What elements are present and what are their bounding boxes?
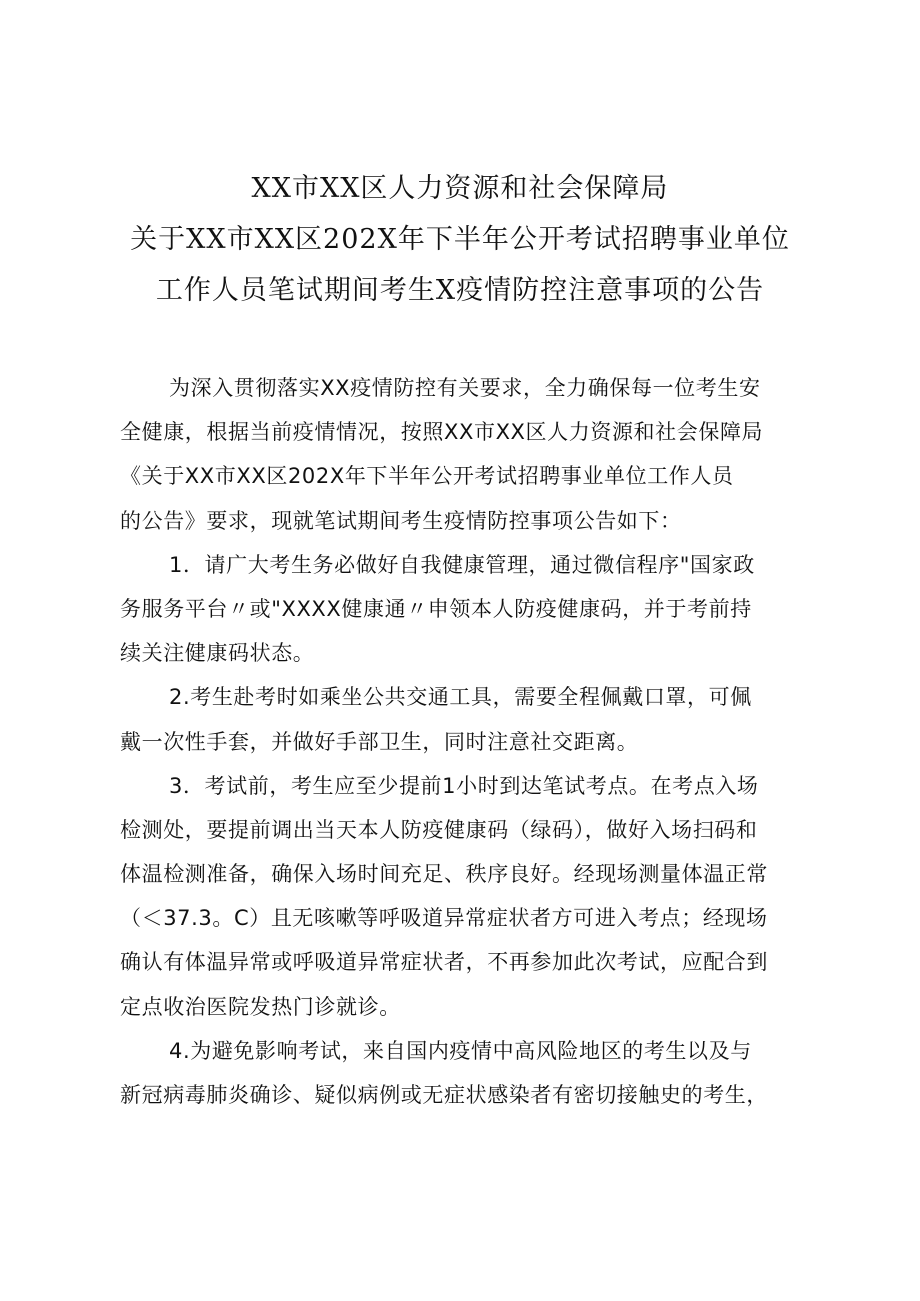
text-line: 续关注健康码状态。 [120,641,315,666]
text-line: 为深入贯彻落实XX疫情防控有关要求，全力确保每一位考生安 [169,376,761,400]
text-line: 2.考生赴考时如乘坐公共交通工具，需要全程佩戴口罩，可佩 [169,685,752,710]
text-line: 体温检测准备，确保入场时间充足、秩序良好。经现场测量体温正常 [120,862,768,887]
item-2-paragraph [120,675,820,763]
title-line-1: XX市XX区人力资源和社会保障局 [251,173,669,204]
item-1-paragraph [120,543,820,676]
text-line: 检测处，要提前调出当天本人防疫健康码（绿码），做好入场扫码和 [120,817,758,842]
text-line: （＜37.3。C）且无咳嗽等呼吸道异常症状者方可进入考点；经现场 [120,906,768,931]
text-line: 新冠病毒肺炎确诊、疑似病例或无症状感染者有密切接触史的考生， [120,1083,768,1107]
announcement-body [120,366,820,1117]
announcement-title [0,163,920,316]
text-line: 确认有体温异常或呼吸道异常症状者，不再参加此次考试，应配合到 [120,950,768,975]
text-line: 《关于XX市XX区202X年下半年公开考试招聘事业单位工作人员 [120,464,734,489]
text-line: 定点收治医院发热门诊就诊。 [120,994,401,1019]
item-3-paragraph [120,764,820,1029]
text-line: 全健康，根据当前疫情情况，按照XX市XX区人力资源和社会保障局 [120,420,764,445]
text-line: 1．请广大考生务必做好自我健康管理，通过微信程序"国家政 [169,552,755,577]
text-line: 的公告》要求，现就笔试期间考生疫情防控事项公告如下： [120,508,682,533]
title-line-3: 工作人员笔试期间考生X疫情防控注意事项的公告 [155,275,765,306]
intro-paragraph [120,366,820,543]
text-line: 戴一次性手套，并做好手部卫生，同时注意社交距离。 [120,729,639,754]
text-line: 3．考试前，考生应至少提前1小时到达笔试考点。在考点入场 [169,773,759,798]
title-line-2: 关于XX市XX区202X年下半年公开考试招聘事业单位 [130,224,790,255]
text-line: 4.为避免影响考试，来自国内疫情中高风险地区的考生以及与 [169,1038,752,1063]
text-line: 务服务平台〃或"XXXX健康通〃申领本人防疫健康码，并于考前持 [120,596,752,621]
item-4-paragraph [120,1029,820,1117]
